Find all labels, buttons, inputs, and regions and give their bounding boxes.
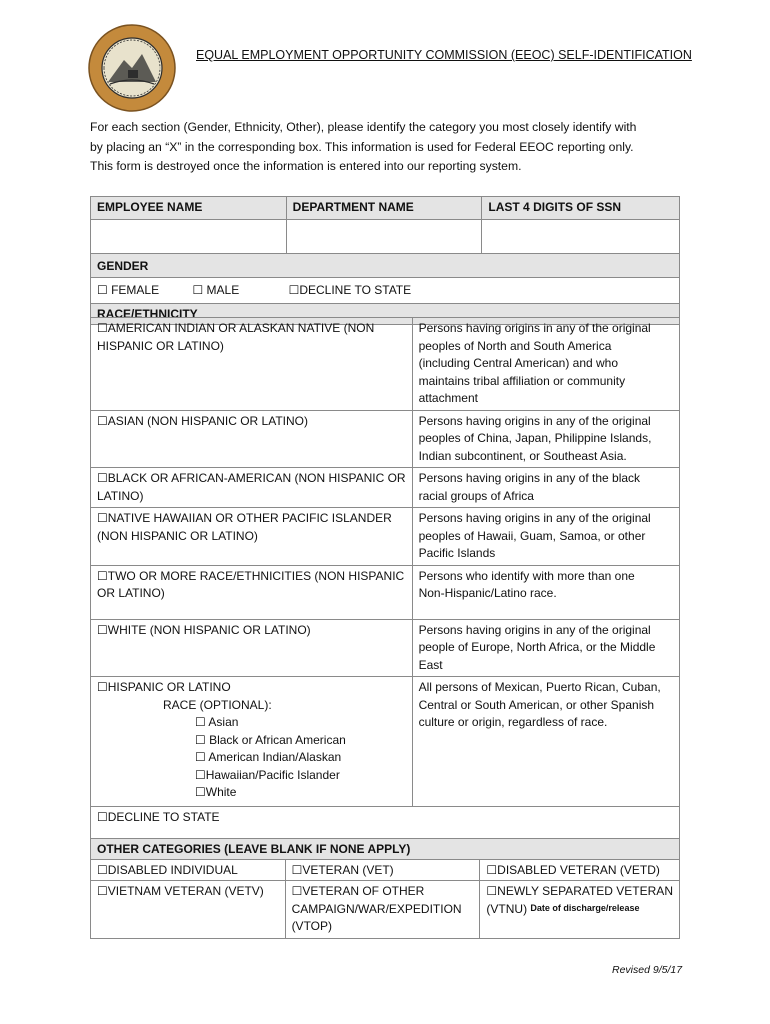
- race-option-white[interactable]: ☐WHITE (NON HISPANIC OR LATINO): [91, 619, 413, 677]
- optional-white-checkbox[interactable]: ☐White: [195, 785, 237, 799]
- hispanic-checkbox[interactable]: ☐HISPANIC OR LATINO: [97, 680, 231, 694]
- optional-asian-checkbox[interactable]: ☐ Asian: [195, 715, 239, 729]
- optional-black-checkbox[interactable]: ☐ Black or African American: [195, 732, 346, 747]
- discharge-date-label: Date of discharge/release: [530, 903, 640, 913]
- race-option-hawaiian[interactable]: ☐NATIVE HAWAIIAN OR OTHER PACIFIC ISLANDER (NON HISPANIC OR LATINO): [91, 508, 413, 566]
- race-desc-asian: Persons having origins in any of the original peoples of China, Japan, Philippine Islands, Indian subcontinent, or Southeast Asia.: [412, 410, 679, 468]
- race-option-hispanic: [91, 677, 413, 807]
- employee-name-field[interactable]: [91, 219, 287, 253]
- newly-separated-veteran-checkbox[interactable]: ☐NEWLY SEPARATED VETERAN (VTNU) Date of discharge/release: [480, 881, 680, 939]
- race-option-asian[interactable]: ☐ASIAN (NON HISPANIC OR LATINO): [91, 410, 413, 468]
- race-table: [90, 317, 680, 843]
- instructions: For each section (Gender, Ethnicity, Other), please identify the category you most closely identify with by placing an “X” in the corresponding box. This information is used for Federal EEOC reporting only. This form is destroyed once the information is entered into our reporting system.: [90, 120, 637, 173]
- race-desc-white: Persons having origins in any of the original people of Europe, North Africa, or the Middle East: [412, 619, 679, 677]
- race-option-two-or-more[interactable]: ☐TWO OR MORE RACE/ETHNICITIES (NON HISPANIC OR LATINO): [91, 565, 413, 619]
- race-desc-hawaiian: Persons having origins in any of the original peoples of Hawaii, Guam, Samoa, or other Pacific Islands: [412, 508, 679, 566]
- gender-options: [91, 278, 680, 304]
- male-checkbox[interactable]: ☐ MALE: [192, 283, 240, 297]
- revision-date: Revised 9/5/17: [612, 964, 683, 976]
- race-desc-black: Persons having origins in any of the black racial groups of Africa: [412, 468, 679, 508]
- race-desc-american-indian: Persons having origins in any of the original peoples of North and South America (including Central American) and who maintains tribal affiliation or community attachment: [412, 318, 679, 411]
- other-categories-header: OTHER CATEGORIES (LEAVE BLANK IF NONE APPLY): [91, 839, 680, 860]
- disabled-individual-checkbox[interactable]: ☐DISABLED INDIVIDUAL: [91, 860, 286, 881]
- optional-hawaiian-checkbox[interactable]: ☐Hawaiian/Pacific Islander: [195, 767, 340, 782]
- other-campaign-veteran-checkbox[interactable]: ☐VETERAN OF OTHER CAMPAIGN/WAR/EXPEDITION (VTOP): [285, 881, 480, 939]
- race-desc-two-or-more: Persons who identify with more than one Non-Hispanic/Latino race.: [412, 565, 679, 619]
- race-option-american-indian[interactable]: ☐AMERICAN INDIAN OR ALASKAN NATIVE (NON HISPANIC OR LATINO): [91, 318, 413, 411]
- race-option-black[interactable]: ☐BLACK OR AFRICAN-AMERICAN (NON HISPANIC OR LATINO): [91, 468, 413, 508]
- eeoc-form-table: [90, 196, 680, 325]
- decline-gender-checkbox[interactable]: ☐DECLINE TO STATE: [288, 283, 412, 297]
- department-name-field[interactable]: [286, 219, 482, 253]
- employee-name-label: EMPLOYEE NAME: [91, 197, 287, 220]
- optional-race-label: RACE (OPTIONAL):: [163, 697, 272, 712]
- city-seal-logo: [88, 24, 176, 112]
- vietnam-veteran-checkbox[interactable]: ☐VIETNAM VETERAN (VETV): [91, 881, 286, 939]
- veteran-checkbox[interactable]: ☐VETERAN (VET): [285, 860, 480, 881]
- gender-header: GENDER: [91, 253, 680, 278]
- department-name-label: DEPARTMENT NAME: [286, 197, 482, 220]
- disabled-veteran-checkbox[interactable]: ☐DISABLED VETERAN (VETD): [480, 860, 680, 881]
- other-categories-table: [90, 838, 680, 939]
- ssn-label: LAST 4 DIGITS OF SSN: [482, 197, 680, 220]
- race-header: RACE/ETHNICITY: [91, 304, 680, 325]
- form-title: EQUAL EMPLOYMENT OPPORTUNITY COMMISSION (EEOC) SELF-IDENTIFICATION: [196, 48, 692, 62]
- female-checkbox[interactable]: ☐ FEMALE: [97, 283, 160, 297]
- race-desc-hispanic: All persons of Mexican, Puerto Rican, Cuban, Central or South American, or other Spanish culture or origin, regardless of race.: [412, 677, 679, 807]
- ssn-field[interactable]: [482, 219, 680, 253]
- decline-race-checkbox[interactable]: ☐DECLINE TO STATE: [91, 807, 680, 843]
- optional-american-indian-checkbox[interactable]: ☐ American Indian/Alaskan: [195, 750, 342, 764]
